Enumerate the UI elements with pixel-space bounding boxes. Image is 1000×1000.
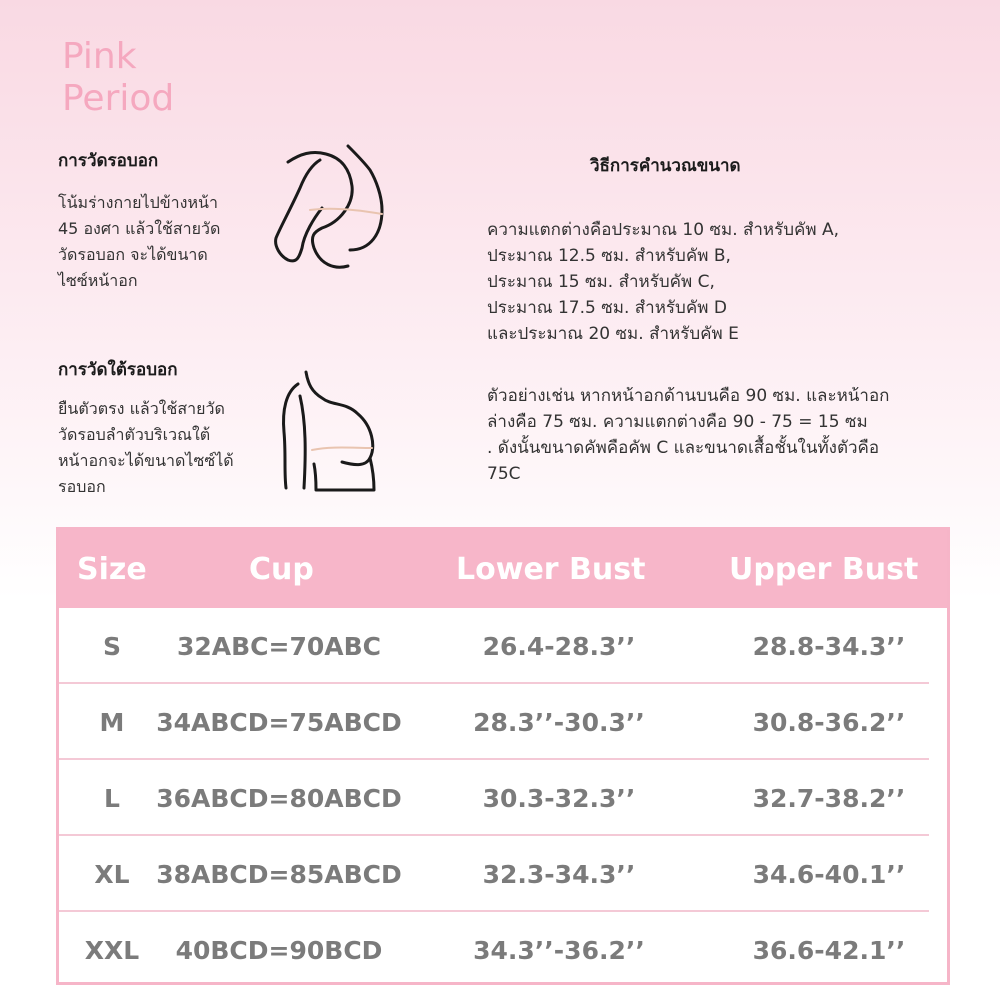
text-line: ประมาณ 15 ซม. สำหรับคัพ C,: [487, 272, 715, 292]
bust-measure-title: การวัดรอบอก: [58, 151, 159, 171]
brand-logo: [58, 30, 208, 120]
text-line: ความแตกต่างคือประมาณ 10 ซม. สำหรับคัพ A,: [487, 220, 840, 240]
table-row: [59, 684, 947, 760]
text-line: โน้มร่างกายไปข้างหน้า: [58, 193, 218, 212]
cell-upper-bust: 28.8-34.3’’: [752, 632, 906, 661]
cell-size: XL: [94, 860, 130, 889]
size-table: [56, 527, 950, 985]
cell-cup: 36ABCD=80ABCD: [156, 784, 402, 813]
text-line: ประมาณ 12.5 ซม. สำหรับคัพ B,: [487, 246, 731, 266]
underbust-measure-title: การวัดใต้รอบอก: [58, 360, 178, 380]
logo-line1: Pink: [62, 36, 137, 77]
cell-size: L: [104, 784, 120, 813]
text-line: วัดรอบอก จะได้ขนาด: [58, 245, 208, 264]
text-line: หน้าอกจะได้ขนาดไซซ์ได้: [58, 451, 234, 470]
bust-measure-text: [58, 190, 268, 294]
table-row: [59, 760, 947, 836]
cell-upper-bust: 36.6-42.1’’: [752, 936, 906, 965]
text-line: ไซซ์หน้าอก: [58, 271, 138, 290]
cup-difference-text: [487, 217, 957, 347]
calc-method-title: วิธีการคำนวณขนาด: [590, 156, 741, 176]
cell-cup: 32ABC=70ABC: [176, 632, 382, 661]
table-row: [59, 608, 947, 684]
cell-upper-bust: 32.7-38.2’’: [752, 784, 906, 813]
cell-upper-bust: 34.6-40.1’’: [752, 860, 906, 889]
text-line: ยืนตัวตรง แล้วใช้สายวัด: [58, 399, 225, 418]
text-line: ตัวอย่างเช่น หากหน้าอกด้านบนคือ 90 ซม. และหน้าอก: [487, 386, 890, 406]
text-line: 75C: [487, 464, 521, 484]
text-line: วัดรอบลำตัวบริเวณใต้: [58, 425, 211, 444]
text-line: ล่างคือ 75 ซม. ความแตกต่างคือ 90 - 75 = 15 ซม: [487, 412, 868, 432]
cell-lower-bust: 34.3’’-36.2’’: [473, 936, 645, 965]
header-upper-bust: Upper Bust: [729, 552, 919, 587]
header-size: Size: [77, 552, 147, 587]
cell-upper-bust: 30.8-36.2’’: [752, 708, 906, 737]
text-line: 45 องศา แล้วใช้สายวัด: [58, 219, 221, 238]
example-text: [487, 383, 987, 487]
cell-lower-bust: 30.3-32.3’’: [482, 784, 636, 813]
header-lower-bust: Lower Bust: [456, 552, 646, 587]
underbust-measure-illustration: [272, 362, 384, 494]
cell-lower-bust: 28.3’’-30.3’’: [473, 708, 645, 737]
table-row: [59, 912, 947, 988]
cell-lower-bust: 26.4-28.3’’: [482, 632, 636, 661]
table-row: [59, 836, 947, 912]
cell-lower-bust: 32.3-34.3’’: [482, 860, 636, 889]
text-line: และประมาณ 20 ซม. สำหรับคัพ E: [487, 324, 739, 344]
text-line: ประมาณ 17.5 ซม. สำหรับคัพ D: [487, 298, 727, 318]
logo-mark: [58, 30, 208, 120]
text-line: . ดังนั้นขนาดคัพคือคัพ C และขนาดเสื้อชั้นในทั้งตัวคือ: [487, 438, 880, 458]
cell-size: XXL: [84, 936, 140, 965]
cell-size: M: [99, 708, 125, 737]
cell-size: S: [102, 632, 121, 661]
text-line: รอบอก: [58, 477, 106, 496]
cell-cup: 34ABCD=75ABCD: [156, 708, 402, 737]
cell-cup: 38ABCD=85ABCD: [156, 860, 402, 889]
logo-line2: Period: [62, 78, 175, 119]
cell-cup: 40BCD=90BCD: [175, 936, 383, 965]
bust-measure-illustration: [270, 138, 390, 273]
header-cup: Cup: [249, 552, 314, 587]
underbust-measure-text: [58, 396, 268, 500]
table-header: [59, 530, 947, 608]
